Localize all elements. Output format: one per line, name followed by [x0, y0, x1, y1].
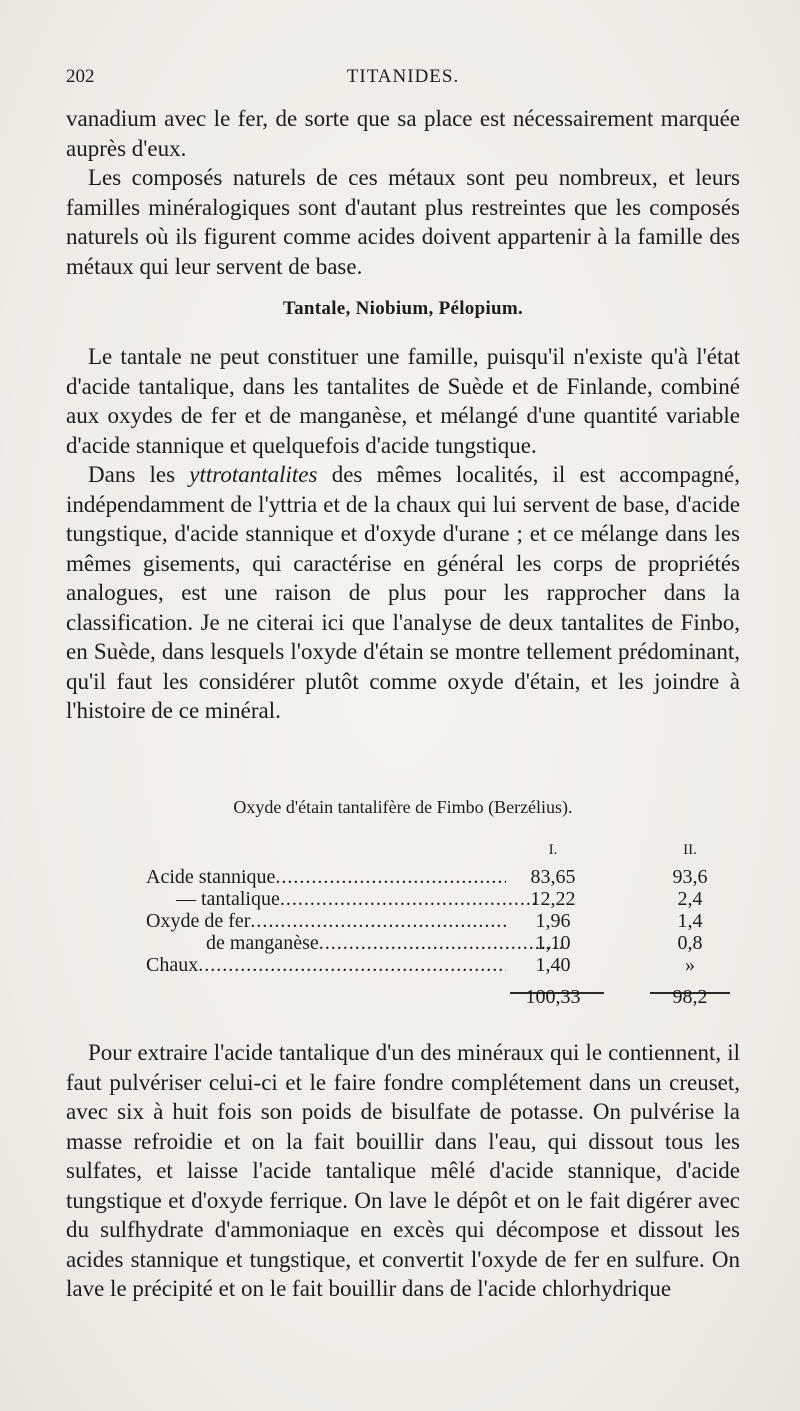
paragraph: Le tantale ne peut constituer une famille, puisqu'il n'existe qu'à l'état d'acide tantalique, dans les tantalites de Suède et de Finlande, combiné aux oxydes de fer et de manganèse, et mélangé d'une quantité variable d'acide stannique et quelquefois d'acide tungstique.: [66, 344, 740, 458]
table-row: [66, 932, 740, 954]
row-value-2: 1,4: [677, 910, 703, 932]
running-title: TITANIDES.: [346, 66, 460, 87]
row-value-2: 2,4: [677, 888, 703, 910]
row-label: de manganèse .....: [206, 932, 566, 955]
total-value-1: 100,33: [525, 986, 581, 1008]
row-label: Acide stannique .....: [146, 866, 506, 889]
table-row: [66, 954, 740, 976]
page-number: 202: [66, 66, 95, 87]
row-value-2: 93,6: [672, 866, 708, 888]
table-caption: Oxyde d'étain tantalifère de Fimbo (Berzélius).: [233, 797, 573, 817]
row-label: — tantalique .....: [176, 888, 536, 911]
table-row: [66, 866, 740, 888]
analysis-table: [66, 842, 740, 1012]
paragraph-continuation: vanadium avec le fer, de sorte que sa place est nécessairement marquée auprès d'eux.: [66, 106, 740, 161]
tantale-text: [66, 342, 740, 726]
total-value-2: 98,2: [672, 986, 708, 1008]
paragraph: Pour extraire l'acide tantalique d'un des minéraux qui le contiennent, il faut pulvériser celui-ci et le faire fondre complétement dans un creuset, avec six à huit fois son poids de bisulfate de potasse. On pulvérise la masse refroidie et on la fait bouillir dans l'eau, qui dissout tous les sulfates, et laisse l'acide tantalique mêlé d'acide stannique, d'acide tungstique et d'oxyde ferrique. On lave le dépôt et on le fait digérer avec du sulfhydrate d'ammoniaque en excès qui décompose et dissout les acides stannique et tungstique, et convertit l'oxyde de fer en sulfure. On lave le précipité et on le fait bouillir dans de l'acide chlorhydrique: [66, 1040, 740, 1301]
table-row: [66, 888, 740, 910]
intro-text: [66, 104, 740, 281]
page-header: [66, 66, 740, 96]
row-value-1: 12,22: [530, 888, 576, 910]
row-value-1: 1,96: [535, 910, 571, 932]
row-value-1: 1,40: [535, 954, 571, 976]
italic-term: yttrotantalites: [189, 462, 318, 487]
row-value-1: 1,10: [535, 932, 571, 954]
paragraph: Les composés naturels de ces métaux sont peu nombreux, et leurs familles minéralogiques sont d'autant plus restreintes que les composés naturels où ils figurent comme acides doivent appartenir à la famille des métaux qui leur servent de base.: [66, 165, 740, 279]
table-total-row: [66, 986, 740, 1012]
text-run: des mêmes localités, il est accompagné, indépendamment de l'yttria et de la chaux qui lui servent de base, d'acide tungstique, d'acide stannique et d'oxyde d'urane ; et ce mélange dans les mêmes gisements, qui caractérise en général les corps de propriétés analogues, est une raison de plus pour les rapprocher dans la classification. Je ne citerai ici que l'analyse de deux tantalites de Finbo, en Suède, dans lesquels l'oxyde d'étain se montre tellement prédominant, qu'il faut les considérer plutôt comme oxyde d'étain, et les joindre à l'histoire de ce minéral.: [66, 462, 740, 723]
section-title: Tantale, Niobium, Pélopium.: [282, 298, 524, 319]
column-header-1: I.: [548, 842, 558, 858]
row-value-2: »: [685, 954, 695, 976]
table-header-row: [66, 842, 740, 866]
column-header-2: II.: [683, 842, 697, 858]
table-row: [66, 910, 740, 932]
row-value-2: 0,8: [677, 932, 703, 954]
row-label: Chaux .....: [146, 954, 506, 977]
text-run: Dans les: [88, 462, 190, 487]
row-value-1: 83,65: [530, 866, 576, 888]
paragraph-yttrotantalites: [66, 460, 740, 726]
row-label: Oxyde de fer .....: [146, 910, 506, 933]
extraction-text: [66, 1038, 740, 1304]
